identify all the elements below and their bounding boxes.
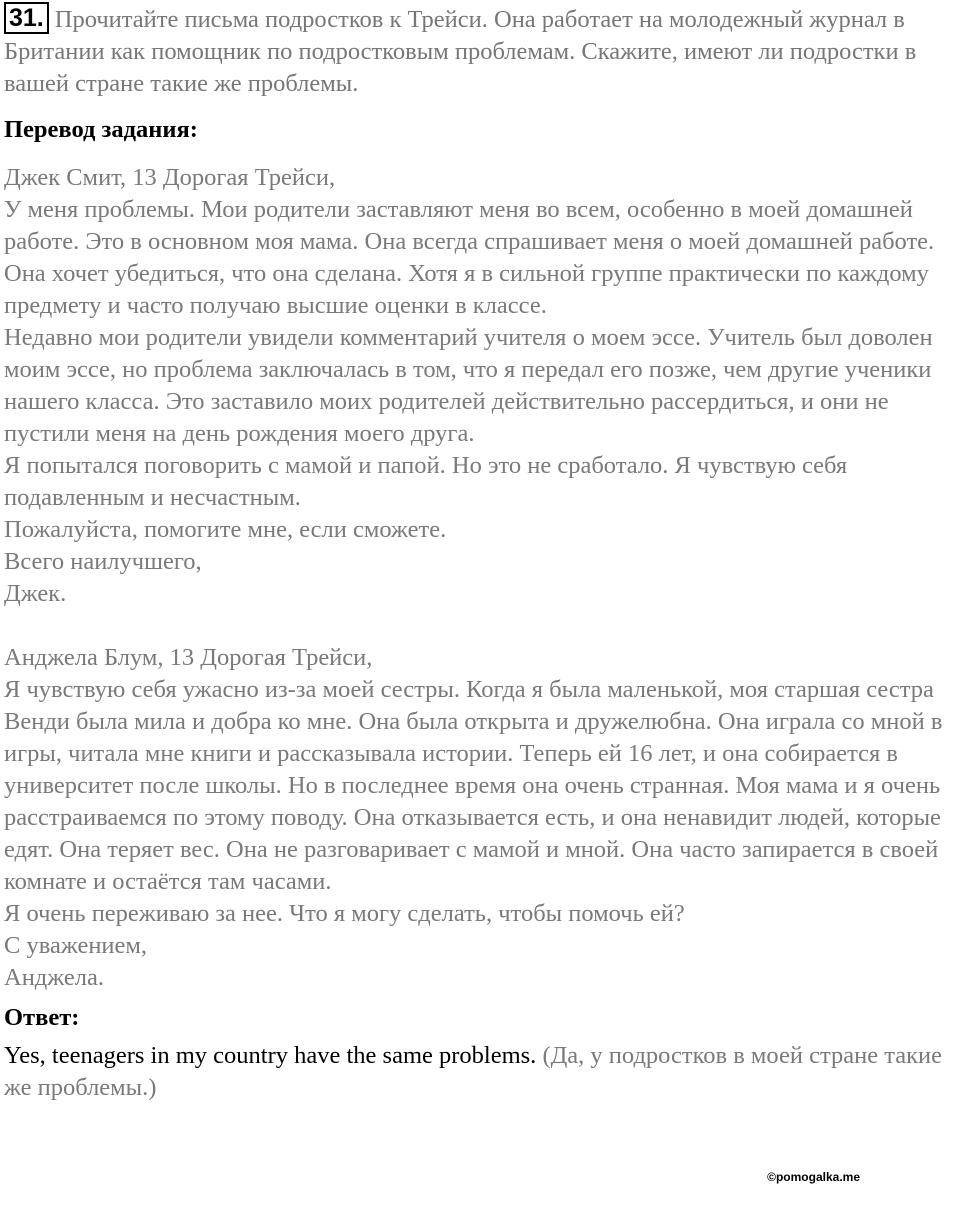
letter-paragraph: Недавно мои родители увидели комментарий учителя о моем эссе. Учитель был доволен моим эссе, но проблема заключалась в том, что я передал его позже, чем другие ученики нашего класса. Это заставило моих родителей действительно рассердиться, и они не пустили меня на день рождения моего друга. xyxy=(4,324,933,447)
task-block xyxy=(4,2,956,100)
letter-paragraph: Я очень переживаю за нее. Что я могу сделать, чтобы помочь ей? xyxy=(4,900,685,927)
answer-english: Yes, teenagers in my country have the same problems. xyxy=(4,1042,537,1069)
letter-paragraph: Я попытался поговорить с мамой и папой. Но это не сработало. Я чувствую себя подавленным и несчастным. xyxy=(4,452,848,511)
letter-angela xyxy=(4,642,956,994)
page xyxy=(4,2,956,1104)
task-number: 31. xyxy=(4,2,49,34)
watermark: ©pomogalka.me xyxy=(767,1170,860,1184)
answer-text xyxy=(4,1040,956,1104)
letter-closing: С уважением, xyxy=(4,932,148,959)
letter-header: Анджела Блум, 13 Дорогая Трейси, xyxy=(4,644,373,671)
letter-header: Джек Смит, 13 Дорогая Трейси, xyxy=(4,164,336,191)
letter-closing: Всего наилучшего, xyxy=(4,548,202,575)
letter-paragraph: Я чувствую себя ужасно из-за моей сестры. Когда я была маленькой, моя старшая сестра Венди была мила и добра ко мне. Она была открыта и дружелюбна. Она играла со мной в игры, читала мне книги и рассказывала истории. Теперь ей 16 лет, и она собирается в университет после школы. Но в последнее время она очень странная. Моя мама и я очень расстраиваемся по этому поводу. Она отказывается есть, и она ненавидит людей, которые едят. Она теряет вес. Она не разговаривает с мамой и мной. Она часто запирается в своей комнате и остаётся там часами. xyxy=(4,676,943,895)
letter-paragraph: У меня проблемы. Мои родители заставляют меня во всем, особенно в моей домашней работе. Это в основном моя мама. Она всегда спрашивает меня о моей домашней работе. Она хочет убедиться, что она сделана. Хотя я в сильной группе практически по каждому предмету и часто получаю высшие оценки в классе. xyxy=(4,196,935,319)
letter-paragraph: Пожалуйста, помогите мне, если сможете. xyxy=(4,516,447,543)
letter-signature: Джек. xyxy=(4,580,67,607)
answer-russian: (Да, у подростков в моей стране такие же проблемы.) xyxy=(4,1042,942,1101)
translation-heading: Перевод задания: xyxy=(4,116,198,143)
answer-heading: Ответ: xyxy=(4,1004,80,1031)
task-text: Прочитайте письма подростков к Трейси. Она работает на молодежный журнал в Британии как помощник по подростковым проблемам. Скажите, имеют ли подростки в вашей стране такие же проблемы. xyxy=(4,6,917,97)
letter-signature: Анджела. xyxy=(4,964,104,991)
letter-jack xyxy=(4,162,956,610)
